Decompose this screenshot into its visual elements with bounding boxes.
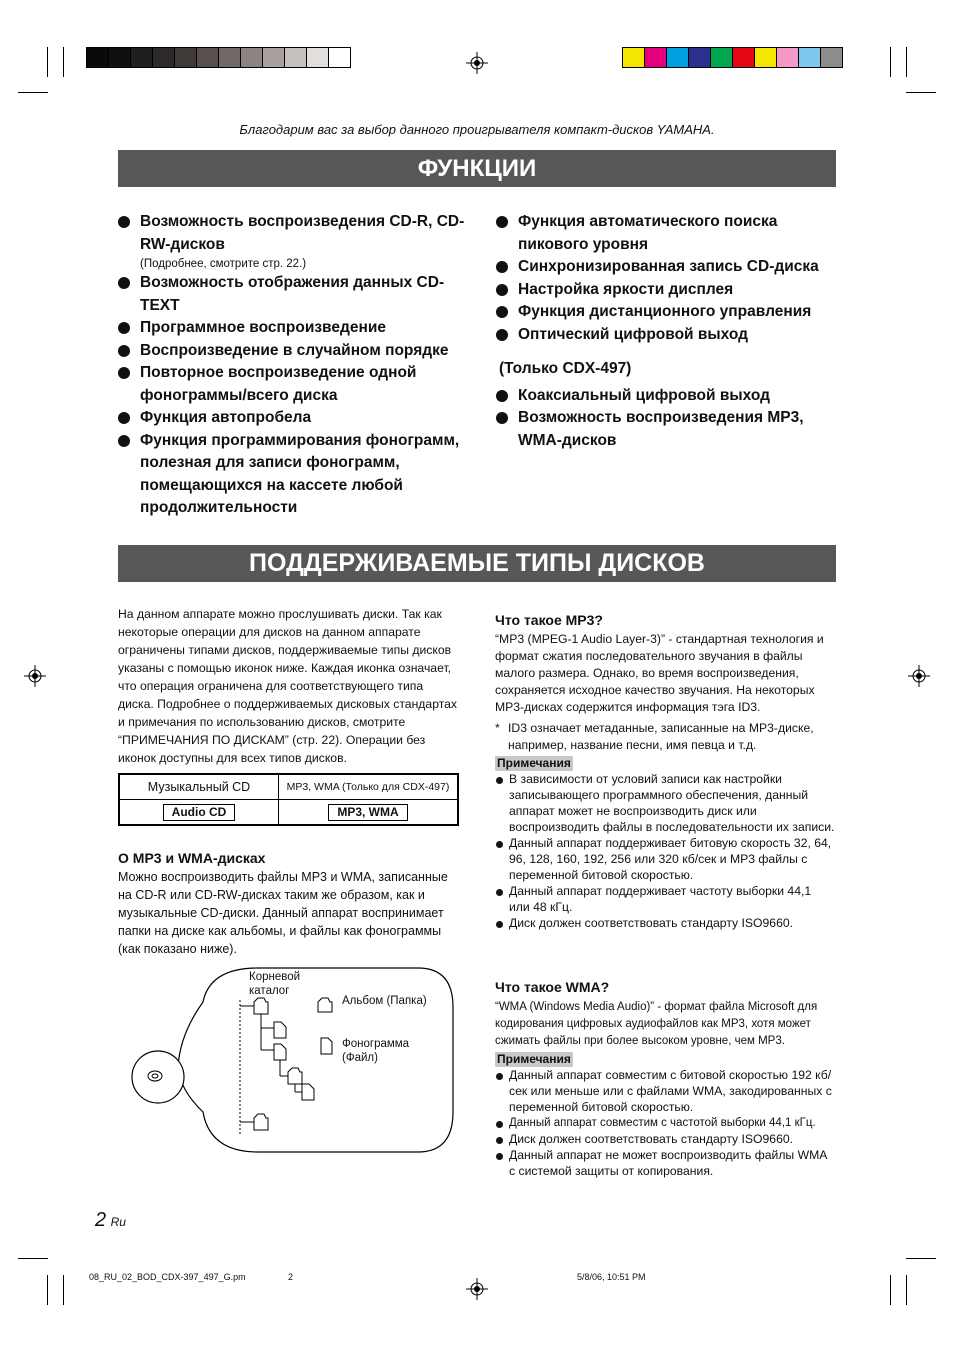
color-swatch xyxy=(688,47,711,68)
color-swatch xyxy=(820,47,843,68)
disc-types-intro: На данном аппарате можно прослушивать диски. Так как некоторые операции для дисков на данном аппарате ограничены типами дисков, поддерживаемые типы дисков указаны с помощью иконок ниже. Каждая иконка означает, что операция ограничена для соответствующего типа диска. Подробнее о поддерживаемых дисковых стандартах и примечания по использованию дисков, смотрите “ПРИМЕЧАНИЯ ПО ДИСКАМ” (стр. 22). Операции без иконок доступны для всех типов дисков. xyxy=(118,607,458,765)
list-item: Возможность воспроизведения CD-R, CD-RW-дисков (Подробнее, смотрите стр. 22.) xyxy=(118,211,468,272)
list-item: Диск должен соответствовать стандарту ISO9660. xyxy=(495,1131,835,1147)
list-item: Функция автоматического поиска пикового уровня xyxy=(496,211,841,256)
list-item: Данный аппарат совместим с битовой скоростью 192 кб/сек или меньше или с файлами WMA, закодированных с переменной битовой скоростью. xyxy=(495,1067,835,1115)
features-right-list xyxy=(496,211,841,452)
registration-mark-icon xyxy=(466,52,488,74)
color-swatch xyxy=(776,47,799,68)
table-header-mp3-wma: MP3, WMA (Только для CDX-497) xyxy=(279,774,459,800)
color-swatch xyxy=(328,47,351,68)
root-folder-label: Корневой каталог xyxy=(249,971,301,997)
list-item: Данный аппарат поддерживает частоту выборки 44,1 или 48 кГц. xyxy=(495,883,835,915)
audio-cd-icon: Audio CD xyxy=(163,804,236,821)
footer-filename: 08_RU_02_BOD_CDX-397_497_G.pm xyxy=(89,1272,246,1282)
list-item: Повторное воспроизведение одной фонограммы/всего диска xyxy=(118,362,468,407)
feature-note: (Подробнее, смотрите стр. 22.) xyxy=(140,258,307,270)
list-item: Программное воспроизведение xyxy=(118,317,468,340)
mp3-notes-list xyxy=(495,771,835,931)
mp3-wma-heading: О MP3 и WMA-дисках xyxy=(118,850,266,866)
color-swatch xyxy=(152,47,175,68)
color-swatch xyxy=(710,47,733,68)
color-swatch xyxy=(732,47,755,68)
list-item: Функция дистанционного управления xyxy=(496,301,841,324)
list-item: Коаксиальный цифровой выход xyxy=(496,385,841,408)
wma-notes-label: Примечания xyxy=(497,1052,571,1066)
list-item: В зависимости от условий записи как настройки записывающего программного обеспечения, данный аппарат может не воспроизводить диск или воспроизводить файлы в последовательности их записи. xyxy=(495,771,835,835)
color-swatch xyxy=(218,47,241,68)
list-item: Данный аппарат поддерживает битовую скорость 32, 64, 96, 128, 160, 192, 256 или 320 кб/сек и MP3 файлы с переменной битовой скоростью. xyxy=(495,835,835,883)
footer-page: 2 xyxy=(288,1272,294,1282)
list-item: Возможность отображения данных CD-TEXT xyxy=(118,272,468,317)
id3-footnote: * ID3 означает метаданные, записанные на MP3-диске, например, название песни, имя певца и т.д. xyxy=(495,721,814,752)
color-swatch xyxy=(262,47,285,68)
footer-date: 5/8/06, 10:51 PM xyxy=(577,1272,646,1282)
color-swatch xyxy=(174,47,197,68)
registration-mark-icon xyxy=(24,665,46,687)
color-swatch xyxy=(622,47,645,68)
color-swatch xyxy=(130,47,153,68)
list-item: Функция программирования фонограмм, полезная для записи фонограмм, помещающихся на кассете любой продолжительности xyxy=(118,430,468,520)
mp3-heading: Что такое MP3? xyxy=(495,612,603,628)
list-item: Функция автопробела xyxy=(118,407,468,430)
list-item: Данный аппарат совместим с частотой выборки 44,1 кГц. xyxy=(495,1115,835,1131)
album-legend-label: Альбом (Папка) xyxy=(342,995,427,1007)
registration-mark-icon xyxy=(466,1278,488,1300)
section-title-features: ФУНКЦИИ xyxy=(118,150,836,187)
list-item: Синхронизированная запись CD-диска xyxy=(496,256,841,279)
mp3-notes-label: Примечания xyxy=(497,756,571,770)
page-number: 2 Ru xyxy=(95,1209,126,1231)
wma-text: “WMA (Windows Media Audio)” - формат файла Microsoft для кодирования цифровых аудиофайлов как MP3, хотя может сжимать файлы при более высоком уровне, чем MP3. xyxy=(495,1001,818,1047)
color-swatch xyxy=(666,47,689,68)
registration-mark-icon xyxy=(908,665,930,687)
color-swatch xyxy=(754,47,777,68)
intro-line: Благодарим вас за выбор данного проигрывателя компакт-дисков YAMAHA. xyxy=(239,122,715,137)
disc-icon xyxy=(132,1051,184,1103)
model-only-label: (Только CDX-497) xyxy=(499,360,632,377)
mp3-wma-icon: MP3, WMA xyxy=(328,804,407,821)
list-item: Настройка яркости дисплея xyxy=(496,279,841,302)
list-item: Оптический цифровой выход xyxy=(496,324,841,347)
color-swatch xyxy=(284,47,307,68)
table-header-audio-cd: Музыкальный CD xyxy=(119,774,279,800)
mp3-text: “MP3 (MPEG-1 Audio Layer-3)” - стандартная технология и формат сжатия последовательного звучания в файлы малого размера. Однако, во время воспроизведения, сохраняется исходное качество звучания. На некоторых MP3-дисках содержится информация тэга ID3. xyxy=(495,632,824,714)
color-swatch xyxy=(306,47,329,68)
track-legend-label: Фонограмма (Файл) xyxy=(342,1038,410,1064)
disc-type-table xyxy=(118,773,459,826)
wma-heading: Что такое WMA? xyxy=(495,979,610,995)
mp3-wma-text: Можно воспроизводить файлы MP3 и WMA, записанные на CD-R или CD-RW-дисках таким же образом, как и музыкальные CD-диски. Данный аппарат воспринимает папки на диске как альбомы, и файлы как фонограммы (как показано ниже). xyxy=(118,870,448,956)
list-item: Возможность воспроизведения MP3, WMA-дисков xyxy=(496,407,841,452)
wma-notes-list xyxy=(495,1067,835,1179)
footnote-mark: * xyxy=(495,721,500,735)
color-swatch xyxy=(108,47,131,68)
color-swatch xyxy=(644,47,667,68)
color-swatch xyxy=(196,47,219,68)
color-swatch xyxy=(798,47,821,68)
color-swatch xyxy=(240,47,263,68)
section-title-disc-types: ПОДДЕРЖИВАЕМЫЕ ТИПЫ ДИСКОВ xyxy=(118,545,836,582)
list-item: Диск должен соответствовать стандарту ISO9660. xyxy=(495,915,835,931)
list-item: Данный аппарат не может воспроизводить файлы WMA с системой защиты от копирования. xyxy=(495,1147,835,1179)
color-swatch xyxy=(86,47,109,68)
list-item: Воспроизведение в случайном порядке xyxy=(118,340,468,363)
features-left-list xyxy=(118,211,468,520)
